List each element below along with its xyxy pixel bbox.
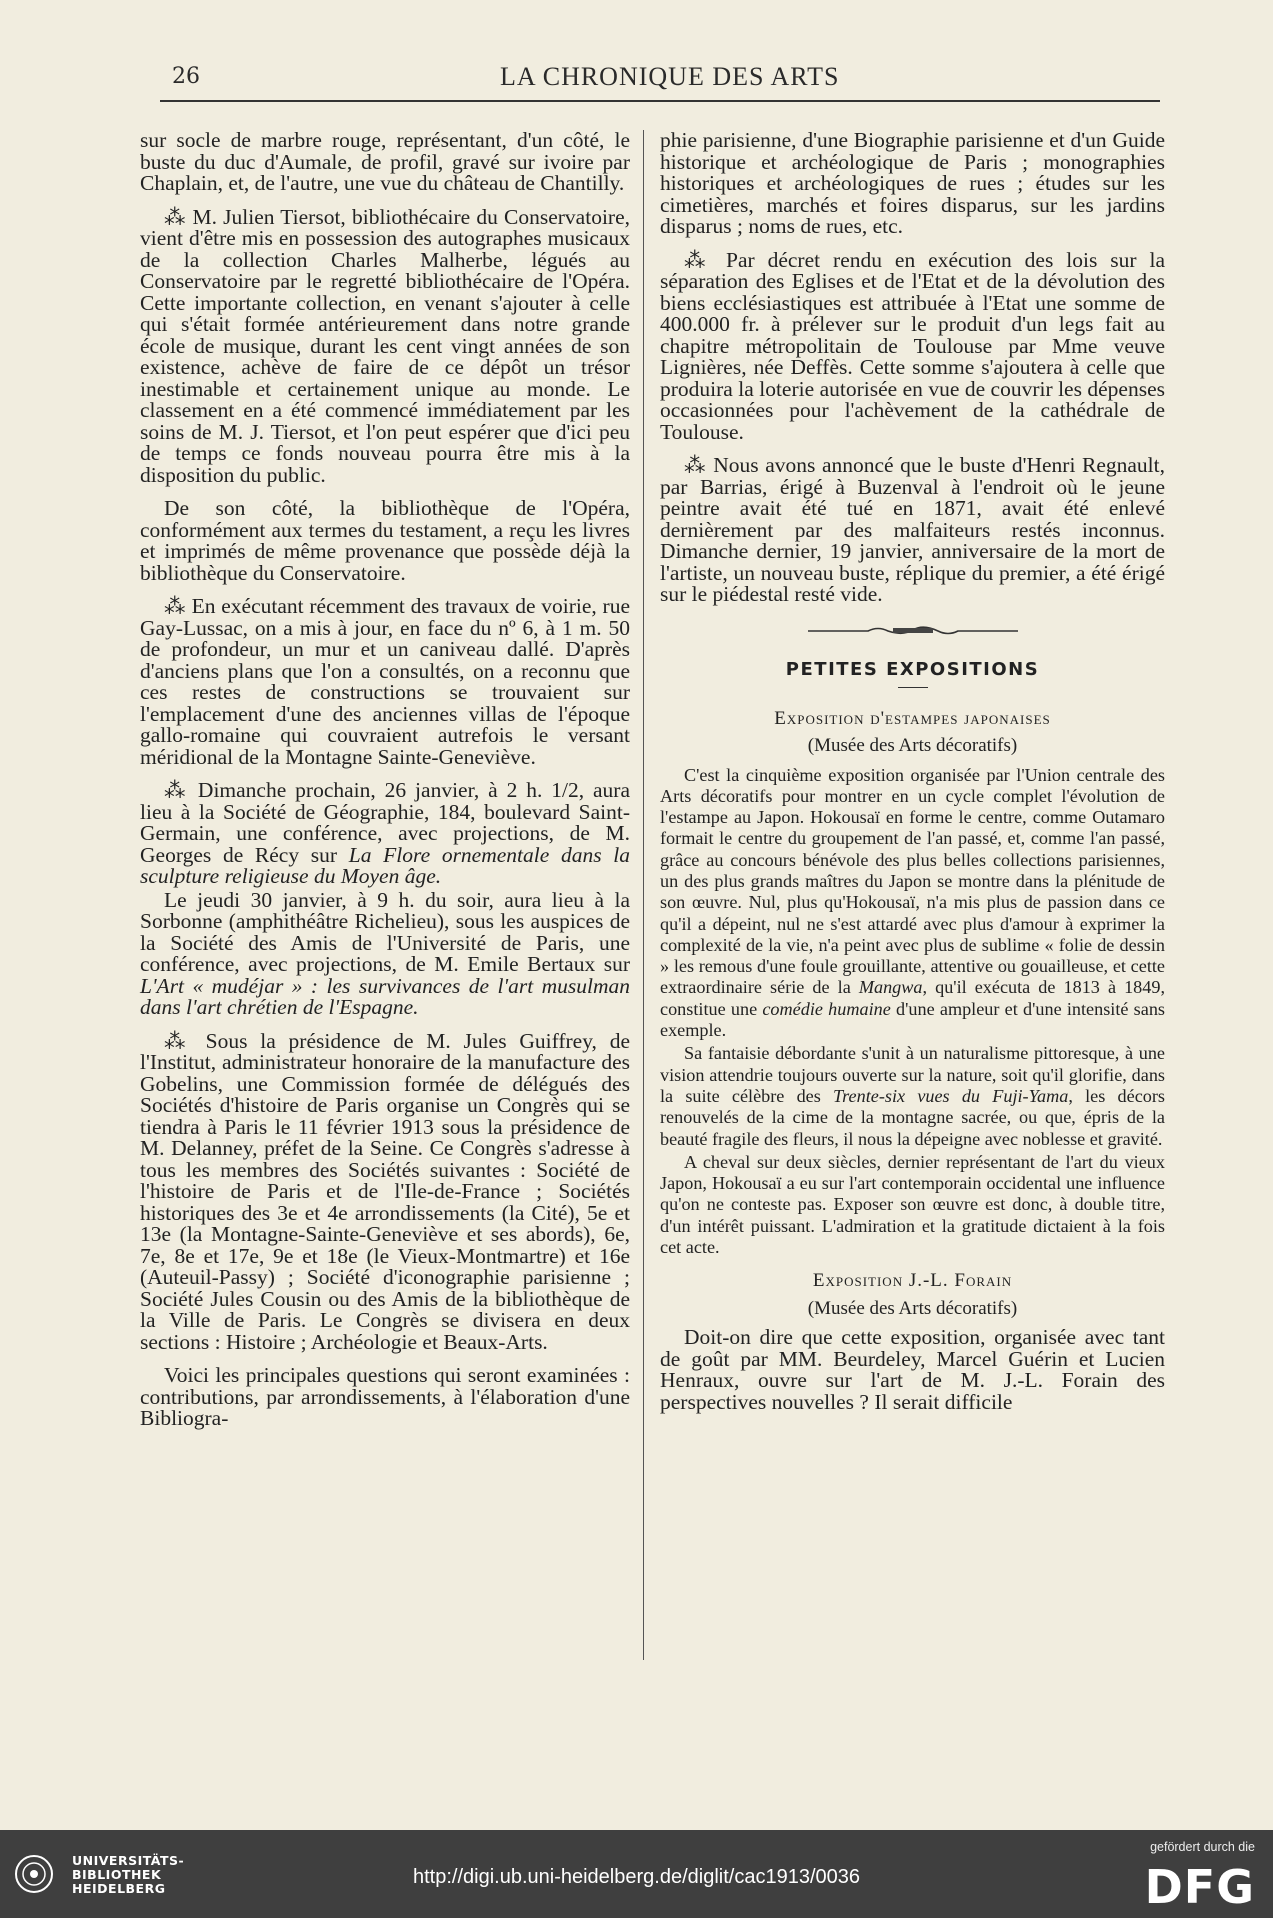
paragraph: Doit-on dire que cette exposition, organisée avec tant de goût par MM. Beurdeley, Marcel Guérin et Lucien Henraux, ouvre sur l'art de M. J.-L. Forain des perspectives nouvelles ? Il serait difficile	[660, 1325, 1165, 1414]
exhibition-venue: (Musée des Arts décoratifs)	[807, 735, 1018, 756]
library-name-line: HEIDELBERG	[72, 1881, 166, 1896]
ornament-divider	[660, 620, 1165, 642]
exhibition-venue: (Musée des Arts décoratifs)	[807, 1297, 1018, 1319]
paragraph: ⁂ Nous avons annoncé que le buste d'Henri Regnault, par Barrias, érigé à Buzenval à l'endroit où le jeune peintre avait été tué en 1871, avait été enlevé dernièrement par des malfaiteurs restés inconnus. Dimanche dernier, 19 janvier, anniversaire de la mort de l'artiste, un nouveau buste, réplique du premier, a été érigé sur le piédestal resté vide.	[660, 453, 1165, 606]
text-span: , qu'il exécuta de 1813 à 1849, constitue une	[660, 977, 1166, 1019]
page-header	[160, 56, 1160, 96]
text-span: C'est la cinquième exposition organisée par l'Union centrale des Arts décoratifs pour montrer en un cycle complet l'évolution de l'estampe au Japon. Hokousaï en forme le centre, comme Outamaro formait le centre du groupement de l'an passé, et, comme l'an passé, grâce au concours bénévole des plus belles collections parisiennes, un des plus grands maîtres du Japon se montre dans la plénitude de son œuvre. Nul, plus qu'Hokousaï, n'a mis plus de passion dans ce qu'il a dépeint, nul ne s'est attardé avec plus d'amour à exprimer la complexité de la vie, n'a peint avec plus de sublime « folie de dessin » les remous d'une foule grouillante, attentive ou gouailleuse, et cette extraordinaire série de la	[660, 764, 1165, 998]
paragraph	[660, 765, 1165, 1042]
work-title: comédie humaine	[762, 998, 891, 1019]
right-column	[660, 130, 1165, 1425]
library-name-line: UNIVERSITÄTS-	[72, 1853, 185, 1868]
paragraph: Voici les principales questions qui seront examinées : contributions, par arrondissements, à l'élaboration d'une Bibliogra-	[140, 1363, 630, 1430]
header-rule	[160, 100, 1160, 102]
paragraph	[660, 1043, 1165, 1149]
left-column	[140, 130, 630, 1442]
viewer-footer	[0, 1830, 1273, 1918]
text-span: Sa fantaisie débordante s'unit à un naturalisme pittoresque, à une vision attendrie toujours ouverte sur la nature, soit qu'il glorifie, dans la suite célèbre des	[660, 1043, 1165, 1106]
work-title: Mangwa	[858, 977, 923, 998]
section-rule	[898, 687, 928, 688]
page-url-link[interactable]: http://digi.ub.uni-heidelberg.de/diglit/cac1913/0036	[413, 1866, 860, 1888]
funding-note: gefördert durch die	[1150, 1840, 1255, 1854]
work-title: Trente-six vues du Fuji-Yama	[833, 1085, 1069, 1106]
journal-title: LA CHRONIQUE DES ARTS	[500, 62, 840, 91]
text-span: d'une ampleur et d'une intensité sans exemple.	[660, 998, 1166, 1041]
lecture-title: La Flore ornementale dans la sculpture religieuse du Moyen âge.	[140, 842, 631, 888]
page-number: 26	[172, 64, 200, 89]
paragraph	[140, 780, 630, 888]
dfg-logo[interactable]: DFG	[1144, 1860, 1255, 1914]
paragraph: ⁂ En exécutant récemment des travaux de voirie, rue Gay-Lussac, on a mis à jour, en face du nº 6, à 1 m. 50 de profondeur, un mur et un caniveau dallé. D'après d'anciens plans que l'on a consultés, on a reconnu que ces restes de constructions se trouvaient sur l'emplacement d'une des anciennes villas de l'époque gallo-romaine qui couvraient autrefois le versant méridional de la Montagne Sainte-Geneviève.	[140, 594, 630, 769]
library-name-line: BIBLIOTHEK	[72, 1867, 162, 1882]
text-span: ⁂ Dimanche prochain, 26 janvier, à 2 h. 1/2, aura lieu à la Société de Géographie, 184, boulevard Saint-Germain, une conférence, avec projections, de M. Georges de Récy sur	[140, 778, 630, 867]
text-span: , les décors renouvelés de la cime de la montagne sacrée, ou que, épris de la beauté fragile des fleurs, il nous la dépeigne avec noblesse et gravité.	[660, 1085, 1166, 1149]
paragraph: ⁂ Par décret rendu en exécution des lois sur la séparation des Eglises et de l'Etat et de la dévolution des biens ecclésiastiques est attribuée à l'Etat une somme de 400.000 fr. à prélever sur le produit d'un legs fait au chapitre métropolitain de Toulouse par Mme veuve Lignières, née Deffès. Cette somme s'ajoutera à celle que produira la loterie autorisée en vue de couvrir les dépenses occasionnées pour l'achèvement de la cathédrale de Toulouse.	[660, 247, 1165, 444]
exhibition-title: Exposition d'estampes japonaises	[774, 707, 1051, 729]
paragraph: De son côté, la bibliothèque de l'Opéra, conformément aux termes du testament, a reçu les livres et imprimés de même provenance que possède déjà la bibliothèque du Conservatoire.	[140, 496, 630, 585]
paragraph: ⁂ Sous la présidence de M. Jules Guiffrey, de l'Institut, administrateur honoraire de la manufacture des Gobelins, une Commission formée de délégués des Sociétés d'histoire de Paris organise un Congrès qui se tiendra à Paris le 11 février 1913 sous la présidence de M. Delanney, préfet de la Seine. Ce Congrès s'adresse à tous les membres des Sociétés suivantes : Société de l'histoire de Paris et de l'Ile-de-France ; Sociétés historiques des 3e et 4e arrondissements (la Cité), 5e et 13e (la Montagne-Sainte-Geneviève et ses abords), 6e, 7e, 8e et 17e, 9e et 18e (le Vieux-Montmartre) et 16e (Auteuil-Passy) ; Société d'iconographie parisienne ; Société Jules Cousin ou des Amis de la bibliothèque de la Ville de Paris. Le Congrès se divisera en deux sections : Histoire ; Archéologie et Beaux-Arts.	[140, 1028, 630, 1354]
text-span: Le jeudi 30 janvier, à 9 h. du soir, aura lieu à la Sorbonne (amphithéâtre Richelieu), sous les auspices de la Société des Amis de l'Université de Paris, une conférence, avec projections, de M. Emile Bertaux sur	[140, 887, 630, 976]
paragraph: sur socle de marbre rouge, représentant, d'un côté, le buste du duc d'Aumale, de profil, gravé sur ivoire par Chaplain, et, de l'autre, une vue du château de Chantilly.	[140, 128, 630, 195]
exhibition-review	[660, 765, 1165, 1259]
exhibition-title: Exposition J.-L. Forain	[812, 1270, 1013, 1292]
paragraph: A cheval sur deux siècles, dernier représentant de l'art du vieux Japon, Hokousaï a eu sur l'art contemporain occidental une influence qu'on ne conteste pas. Exposer son œuvre est donc, à double titre, d'un intérêt puissant. L'admiration et la gratitude dictaient à la fois cet acte.	[660, 1151, 1165, 1258]
section-title: PETITES EXPOSITIONS	[785, 659, 1040, 680]
paragraph: ⁂ M. Julien Tiersot, bibliothécaire du Conservatoire, vient d'être mis en possession des autographes musicaux de la collection Charles Malherbe, légués au Conservatoire par le regretté bibliothécaire de l'Opéra. Cette importante collection, en venant s'ajouter à celle qui s'était formée antérieurement dans notre grande école de musique, durant les cent vingt années de son existence, achève de faire de ce dépôt un trésor inestimable et certainement unique au monde. Le classement en a été commencé immédiatement par les soins de M. J. Tiersot, et l'on peut espérer que d'ici peu de temps ce fonds nouveau pourra être mis à la disposition du public.	[140, 204, 630, 487]
lecture-title: L'Art « mudéjar » : les survivances de l'art musulman dans l'art chrétien de l'Espagne.	[140, 973, 630, 1019]
column-divider	[643, 130, 644, 1660]
ornament-icon	[808, 624, 1018, 636]
paragraph: phie parisienne, d'une Biographie parisienne et d'un Guide historique et archéologique de Paris ; monographies historiques et archéologiques de rues ; études sur les cimetières, marchés et foires disparus, sur les jardins disparus ; noms de rues, etc.	[660, 128, 1165, 238]
paragraph	[140, 887, 630, 1019]
